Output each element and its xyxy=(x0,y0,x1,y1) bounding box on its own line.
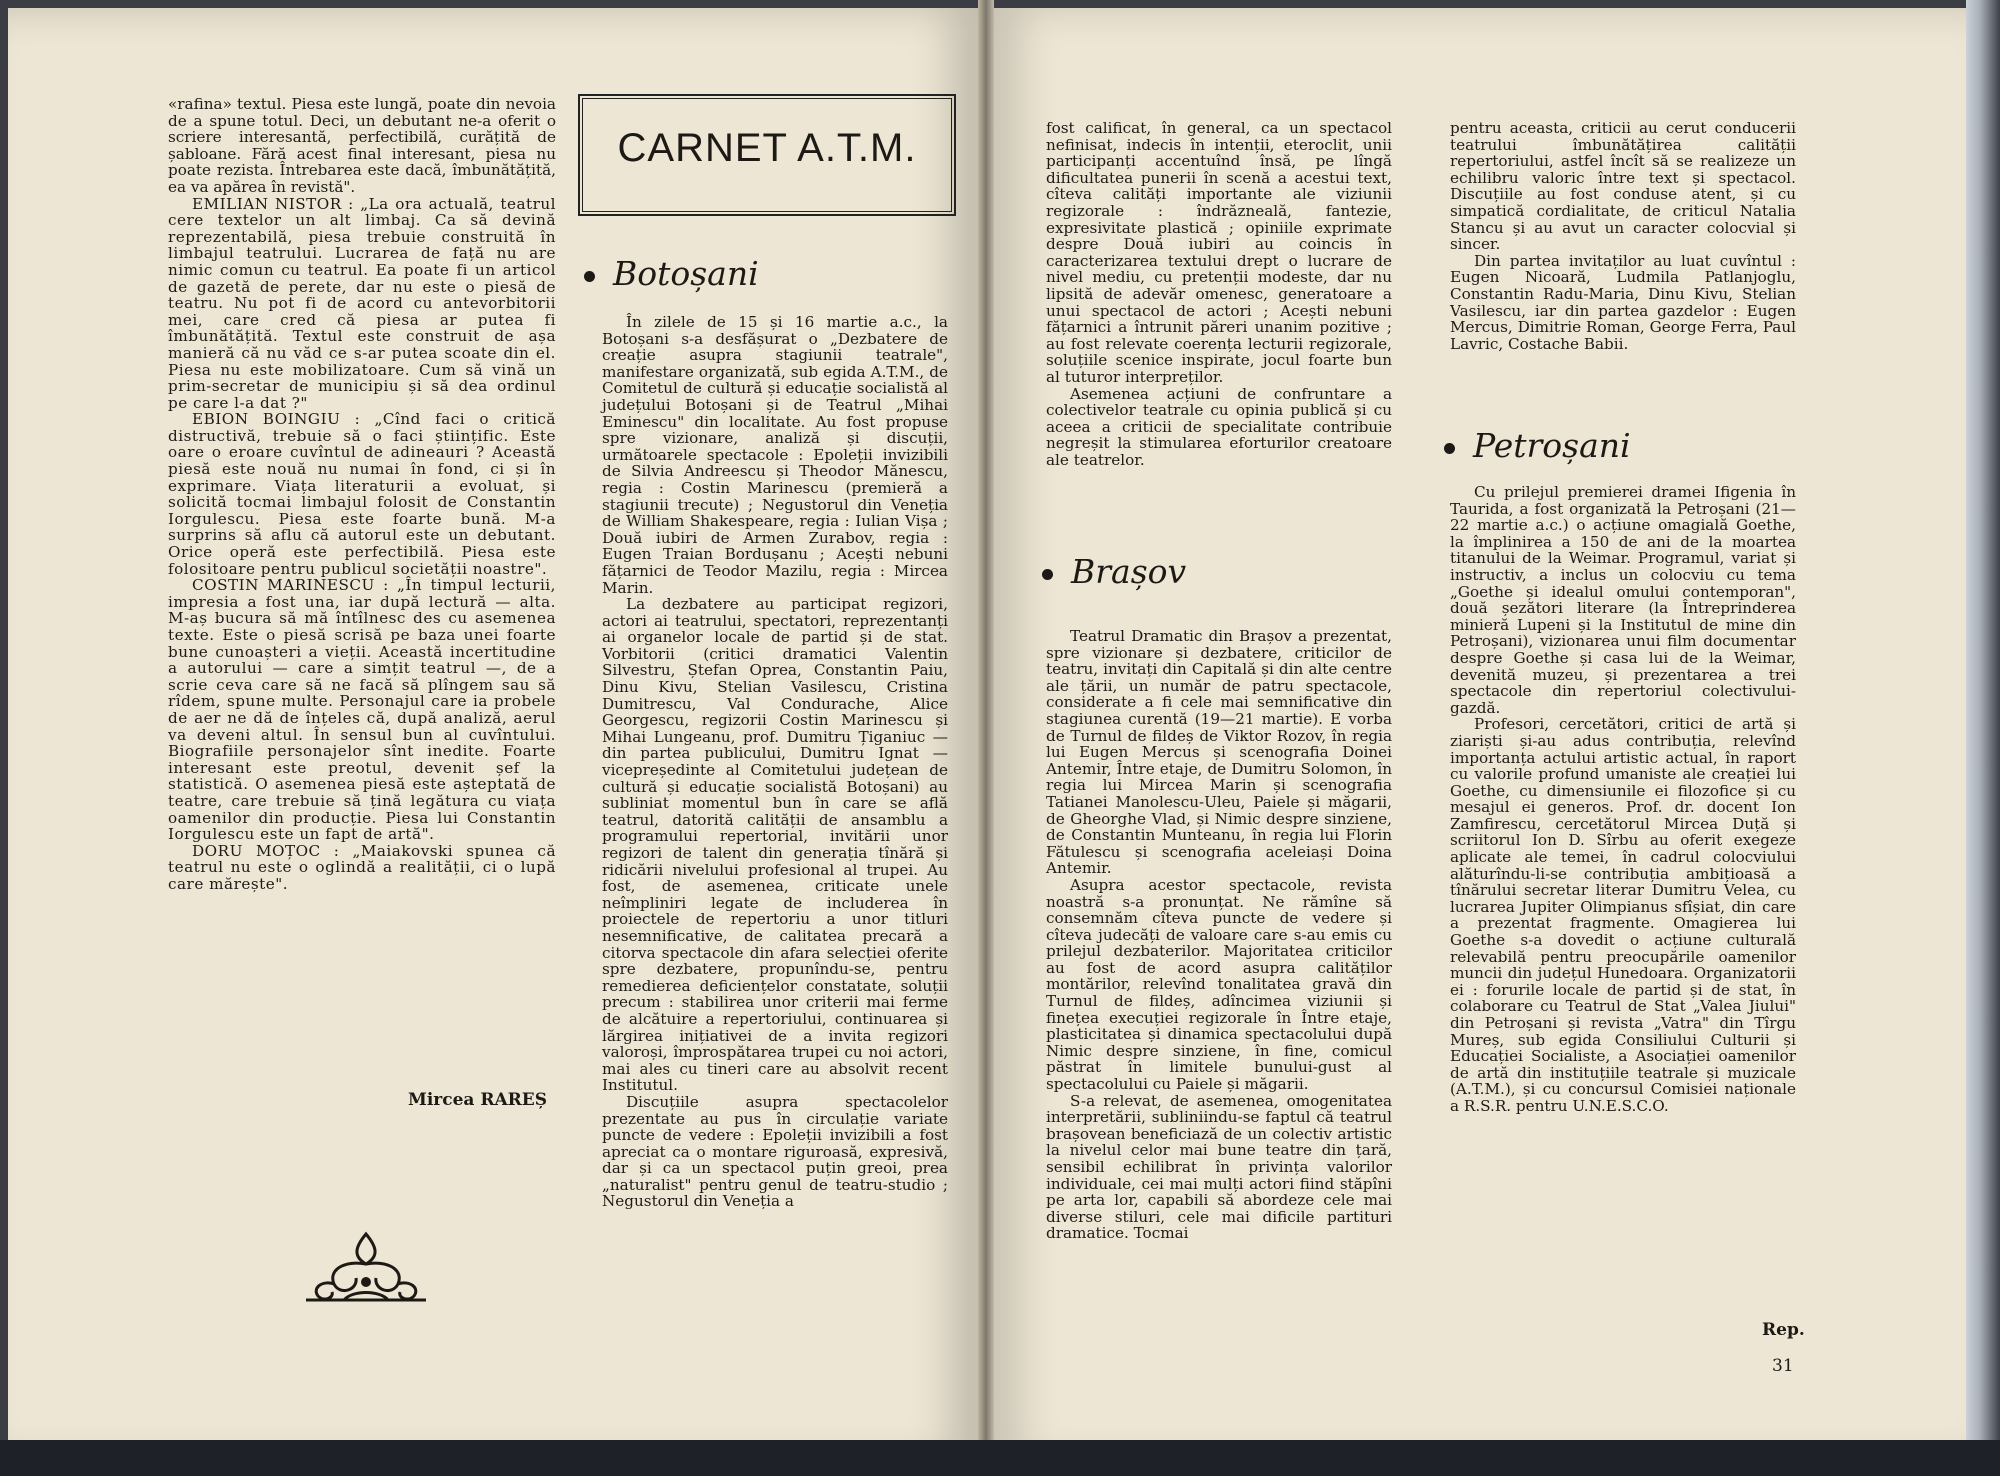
book-bottom-edge xyxy=(0,1440,2000,1476)
paragraph: Cu prilejul premierei dramei Ifigenia în Taurida, a fost organizată la Petroșani (21—22 martie a.c.) o acțiune omagială Goethe, la împlinirea a 150 de ani de la moartea titanului de la Weimar. Programul, variat și instructiv, a inclus un colocviu cu tema „Goethe și idealul omului contemporan", două șezători literare (la Întreprinderea minieră Lupeni și la Institutul de mine din Petroșani), vizionarea unui film documentar despre Goethe și casa lui de la Weimar, devenită muzeu, și prezentarea a trei spectacole din repertoriul colectivului-gazdă. xyxy=(1450,483,1796,717)
right-page xyxy=(990,8,1966,1463)
paragraph: Teatrul Dramatic din Brașov a prezentat, spre vizionare și dezbatere, criticilor de teatru, invitați din Capitală și din alte centre ale țării, un număr de patru spectacole, considerate a fi cele mai semnificative din stagiunea curentă (19—21 martie). E vorba de Turnul de fildeș de Viktor Rozov, în regia lui Eugen Mercus și scenografia Doinei Antemir, Între etaje, de Dumitru Solomon, în regia lui Mircea Marin și scenografia Tatianei Manolescu-Uleu, Paiele și măgarii, de Gheorghe Vlad, și Nimic despre sinziene, de Constantin Munteanu, în regia lui Florin Fătulescu și scenografia aceleiași Doina Antemir. xyxy=(1046,627,1392,878)
city-heading-label: Petroșani xyxy=(1473,426,1631,465)
paragraph: În zilele de 15 și 16 martie a.c., la Botoșani s-a desfășurat o „Dezbatere de creație asupra stagiunii teatrale", manifestare organizată, sub egida A.T.M., de Comitetul de cultură și educație socialistă al județului Botoșani și de Teatrul „Mihai Eminescu" din localitate. Au fost propuse spre vizionare, analiză și discuții, următoarele spectacole : Epoleții invizibili de Silvia Andreescu și Theodor Mănescu, regia : Costin Marinescu (premieră a stagiunii trecute) ; Negustorul din Veneția de William Shakespeare, regia : Iulian Vișa ; Două iubiri de Armen Zurabov, regia : Eugen Traian Bordușanu ; Acești nebuni fățarnici de Teodor Mazilu, regia : Mircea Marin. xyxy=(602,313,948,597)
left-column-text xyxy=(168,96,556,893)
book-cover-edge xyxy=(1966,0,2000,1476)
signature-rares: Mircea RAREȘ xyxy=(408,1090,548,1110)
paragraph: Asupra acestor spectacole, revista noastră s-a pronunțat. Ne rămîne să consemnăm cîteva puncte de vedere și cîteva judecăți de valoare care s-au emis cu prilejul dezbaterilor. Majoritatea criticilor au fost de acord asupra calităților montărilor, relevînd tonalitatea gravă din Turnul de fildeș, adîncimea viziunii și finețea execuției regizorale în Între etaje, plasticitatea și dinamica spectacolului după Nimic despre sinziene, în fine, comicul păstrat în limitele bunului-gust al spectacolului cu Paiele și măgarii. xyxy=(1046,875,1392,1094)
paragraph: EMILIAN NISTOR : „La ora actuală, teatrul cere textelor un alt limbaj. Ca să devină reprezentabilă, piesa trebuie construită în limbajul teatrului. Lucrarea de față nu are nimic comun cu teatrul. Ea poate fi un articol de gazetă de perete, dar nu este o piesă de teatru. Nu pot fi de acord cu antevorbitorii mei, care cred că piesa ar putea fi îmbunătățită. Textul este construit de așa manieră că nu văd ce s-ar putea scoate din el. Piesa nu este mobilizatoare. Cum să vină un prim-secretar de municipiu și să dea ordinul pe care l-a dat ?" xyxy=(168,194,556,412)
botosani-article xyxy=(602,314,948,1210)
paragraph: COSTIN MARINESCU : „În timpul lecturii, impresia a fost una, iar după lectură — alta. M-aș bucura să mă întîlnesc des cu asemenea texte. Este o piesă scrisă pe baza unei foarte bune cunoașteri a vieții. Această incertitudine a autorului — care a simțit teatrul —, de a scrie ceva care să ne facă să plîngem sau să rîdem, spune multe. Personajul care ia probele de aer ne dă de înțeles că, după analiză, aerul va deveni altul. În sensul bun al cuvîntului. Biografiile personajelor sînt inedite. Foarte interesant este preotul, devenit șef la statistică. O asemenea piesă este așteptată de teatre, care trebuie să țină legătura cu viața oamenilor din producție. Piesa lui Constantin Iorgulescu este un fapt de artă". xyxy=(168,576,556,844)
paragraph: Din partea invitaților au luat cuvîntul : Eugen Nicoară, Ludmila Patlanjoglu, Constantin Radu-Maria, Dinu Kivu, Stelian Vasilescu, iar din partea gazdelor : Eugen Mercus, Dimitrie Roman, George Ferra, Paul Lavric, Costache Babii. xyxy=(1450,251,1796,353)
petrosani-article xyxy=(1450,484,1796,1115)
signature-rep: Rep. xyxy=(1762,1320,1805,1340)
city-heading-petrosani xyxy=(1444,426,1631,465)
paragraph: Profesori, cercetători, critici de artă și ziariști și-au adus contribuția, relevînd importanța actului artistic actual, în raport cu valorile profund umaniste ale creației lui Goethe, cu dimensiunile ei filozofice și cu mesajul ei generos. Prof. dr. docent Ion Zamfirescu, cercetătorul Mircea Duță și scriitorul Ion D. Sîrbu au oferit exegeze aplicate ale temei, în cadrul colocviului alăturîndu-li-se contribuția ambițioasă a tînărului secretar literar Dumitru Velea, cu lucrarea Jupiter Olimpianus sfîșiat, din care a prezentat fragmente. Omagierea lui Goethe s-a dovedit o acțiune culturală relevabilă pentru preocupările oamenilor muncii din județul Hunedoara. Organizatorii ei : forurile locale de partid și de stat, în colaborare cu Teatrul de Stat „Valea Jiului" din Petroșani și revista „Vatra" din Tîrgu Mureș, sub egida Consiliului Culturii și Educației Socialiste, a Asociației oamenilor de artă din instituțiile teatrale și muzicale (A.T.M.), și cu concursul Comisiei naționale a R.S.R. pentru U.N.E.S.C.O. xyxy=(1450,715,1796,1115)
section-title: CARNET A.T.M. xyxy=(617,126,917,170)
bullet-icon xyxy=(1042,569,1053,580)
bullet-icon xyxy=(584,271,595,282)
botosani-article-continued xyxy=(1046,120,1392,468)
paragraph: «rafina» textul. Piesa este lungă, poate din nevoia de a spune totul. Deci, un debutant ne-a oferit o scriere interesantă, perfectibilă, curățită de șabloane. Fără acest final interesant, piesa nu poate rezista. Întrebarea este dacă, îmbunătățită, ea va apărea în revistă". xyxy=(168,95,556,196)
brasov-article xyxy=(1046,628,1392,1242)
city-heading-label: Botoșani xyxy=(613,254,759,293)
paragraph: S-a relevat, de asemenea, omogenitatea interpretării, subliniindu-se faptul că teatrul brașovean beneficiază de un colectiv artistic la nivelul celor mai bune teatre din țară, sensibil echilibrat în privința valorilor individuale, cei mai mulți actori fiind stăpîni pe arta lor, capabili să abordeze cele mai diverse stiluri, cele mai dificile partituri dramatice. Tocmai xyxy=(1046,1091,1392,1243)
city-heading-botosani xyxy=(584,254,759,293)
brasov-article-continued xyxy=(1450,120,1796,352)
paragraph: EBION BOINGIU : „Cînd faci o critică distructivă, trebuie să o faci științific. Este oare o eroare cuvîntul de adineauri ? Această piesă este nouă nu numai în fond, ci și în exprimare. Viața literaturii a evoluat, și solicită tocmai limbajul folosit de Constantin Iorgulescu. Piesa este foarte bună. M-a surprins să aflu că autorul este un debutant. Orice operă este perfectibilă. Piesa este folositoare pentru publicul societății noastre". xyxy=(168,410,556,578)
paragraph: La dezbatere au participat regizori, actori ai teatrului, spectatori, reprezentanți ai organelor locale de partid și de stat. Vorbitorii (critici dramatici Valentin Silvestru, Ștefan Oprea, Constantin Paiu, Dinu Kivu, Stelian Vasilescu, Cristina Dumitrescu, Val Condurache, Alice Georgescu, regizorii Costin Marinescu și Mihai Lungeanu, prof. Dumitru Țiganiuc — din partea publicului, Dumitru Ignat — vicepreședinte al Comitetului județean de cultură și educație socialistă Botoșani) au subliniat momentul bun în care se află teatrul, datorită calității de ansamblu a programului repertorial, invitării unor regizori de talent din generația tînără și ridicării nivelului profesional al trupei. Au fost, de asemenea, criticate unele neîmpliniri legate de includerea în proiectele de repertoriu a unor titluri nesemnificative, de calitatea precară a citorva spectacole din afara selecției oferite spre dezbatere, propunîndu-se, pentru remedierea deficiențelor constatate, soluții precum : stabilirea unor criterii mai ferme de alcătuire a repertoriului, continuarea și lărgirea inițiativei de a invita regizori valoroși, împrospătarea trupei cu noi actori, mai ales cu tineri care au absolvit recent Institutul. xyxy=(602,595,948,1095)
paragraph: fost calificat, în general, ca un spectacol nefinisat, indecis în intenții, eteroclit, unii participanți accentuînd însă, pe lîngă dificultatea punerii în scenă a acestui text, cîteva calități importante ale viziunii regizorale : îndrăzneală, fantezie, expresivitate plastică ; opiniile exprimate despre Două iubiri au coincis în caracterizarea textului drept o lucrare de nivel mediu, cu pretenții modeste, dar nu lipsită de adevăr omenesc, generatoare a unui spectacol de actori ; Acești nebuni fățarnici a întrunit păreri unanim pozitive ; au fost relevate coerența lecturii regizorale, soluțiile scenice inspirate, jocul foarte bun al tuturor interpreților. xyxy=(1046,119,1392,386)
page-number: 31 xyxy=(1772,1356,1794,1376)
book-gutter xyxy=(978,0,994,1476)
city-heading-brasov xyxy=(1042,552,1186,591)
ornament-icon xyxy=(304,1230,428,1310)
paragraph: pentru aceasta, criticii au cerut conducerii teatrului îmbunătățirea calității repertoriului, astfel încît să se realizeze un echilibru valoric între text și spectacol. Discuțiile au fost conduse atent, și cu simpatică cordialitate, de criticul Natalia Stancu și au avut un caracter colocvial și sincer. xyxy=(1450,119,1796,254)
city-heading-label: Brașov xyxy=(1071,552,1187,591)
paragraph: Asemenea acțiuni de confruntare a colectivelor teatrale cu opinia publică și cu aceea a criticii de specialitate contribuie negreșit la stimularea eforturilor creatoare ale teatrelor. xyxy=(1046,384,1392,469)
carnet-header-box xyxy=(578,94,956,216)
left-page xyxy=(8,8,980,1463)
paragraph: Discuțiile asupra spectacolelor prezentate au pus în circulație variate puncte de vedere : Epoleții invizibili a fost apreciat ca o montare riguroasă, expresivă, dar și ca un spectacol puțin greoi, prea „naturalist" pentru genul de teatru-studio ; Negustorul din Veneția a xyxy=(602,1092,948,1211)
paragraph: DORU MOȚOC : „Maiakovski spunea că teatrul nu este o oglindă a realității, ci o lupă care mărește". xyxy=(168,841,556,893)
bullet-icon xyxy=(1444,443,1455,454)
